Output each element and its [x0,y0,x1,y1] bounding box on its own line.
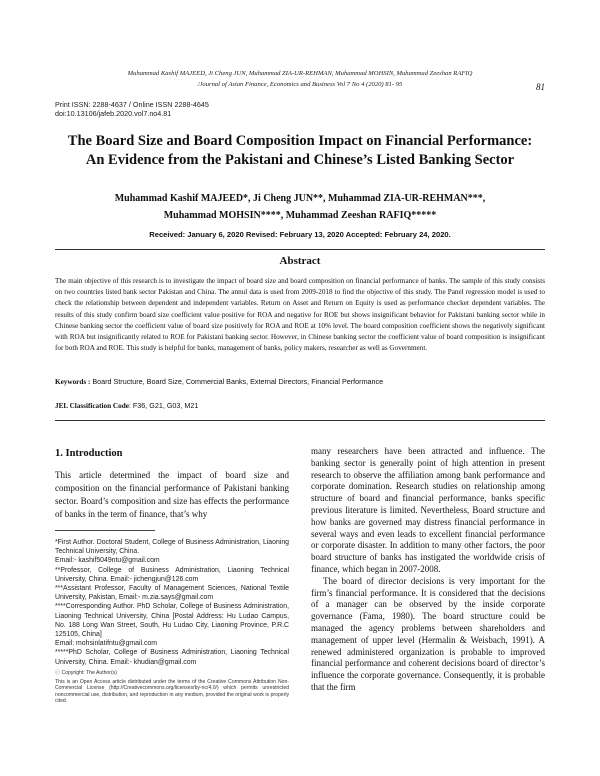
intro-paragraph-1: many researchers have been attracted and influence. The banking sector is generally point of high attention in present research to observe the affiliation among bank performance and corporate domination. Research studies on relationship among structure of board and financial performance, banks specific previous literature is limited. Nevertheless, Board structure and how banks are governed may distress financial performance in several ways and even leads to excellent financial performance or corporate disaster. In addition to many other factors, the poor board structure of banks has instigated the worldwide crisis of finance, which began in 2007-2008. [311,446,545,574]
footnote-4: ****Corresponding Author. PhD Scholar, College of Business Administration, Liaoning Technical University, China [Postal Address: Hu Ludao Campus, No. 188 Long Wan Street, South, Hu Ludao City, Liaoning Province, P.R.C 125105, China] [55,603,289,639]
footnote-rule [55,530,155,531]
keywords-label: Keywords : [55,378,91,386]
jel-label: JEL Classification Code [55,402,129,410]
footnote-1-email: Email:- kashif5049ntu@gmail.com [55,557,160,565]
abstract-top-rule [55,249,545,250]
copyright-notice [55,670,289,705]
license-text: This is an Open Access article distributed under the terms of the Creative Commons Attribution Non-Commercial License (http://Creativecommons.org/licenses/by-nc/4.0/) which permits unrestricted noncommercial use, distribution, and reproduction in any medium, provided the original work is properly cited. [55,678,289,705]
title-line-2: An Evidence from the Pakistani and Chinese’s Listed Banking Sector [85,152,515,168]
copyright-line: ⓒ Copyright: The Author(s) [55,670,117,676]
doi-line: doi:10.13106/jafeb.2020.vol7.no4.81 [55,109,172,118]
authors-line-1: Muhammad Kashif MAJEED*, Ji Cheng JUN**, Muhammad ZIA-UR-REHMAN***, [114,193,486,204]
page-number: 81 [536,82,545,92]
running-header-authors: Muhammad Kashif MAJEED, Ji Cheng JUN, Muhammad ZIA-UR-REHMAN, Muhammad MOHSIN, Muhammad Zeeshan RAFIQ [127,70,473,77]
abstract-bottom-rule [55,420,545,421]
title-line-1: The Board Size and Board Composition Impact on Financial Performance: [67,133,533,149]
keywords [55,377,545,386]
submission-dates: Received: January 6, 2020 Revised: February 13, 2020 Accepted: February 24, 2020. [149,230,451,239]
paper-title [55,132,545,170]
jel-codes [55,401,545,410]
footnote-1: *First Author. Doctoral Student, College of Business Administration, Liaoning Technical University, China. [55,539,289,556]
section-heading-introduction: 1. Introduction [55,448,123,459]
running-header-journal: /Journal of Asian Finance, Economics and Business Vol 7 No 4 (2020) 81- 95 [197,81,403,88]
intro-column-1: This article determined the impact of board size and composition on the financial performance of Pakistani banking sector. Board’s composition and size has effects the performance of banks in the term of finance, that’s why [55,470,289,519]
footnote-4-email: Email: mohsinlatifntu@gmail.com [55,640,157,648]
issn-line: Print ISSN: 2288-4637 / Online ISSN 2288-4645 [55,100,209,109]
intro-paragraph-2: The board of director decisions is very important for the firm’s financial performance. It is considered that the decisions of a manager can be observed by the inside corporate governance (Fama, 1980). The board structure could be managed the agency problems between shareholders and management of upper level (Hermalin & Weisbach, 1991). A renewed administered organization is probable to improved financial performance and coherent decisions board of director’s influence the corporate governance. Consequently, it is probable that the firm [311,575,545,692]
authors-line-2: Muhammad MOHSIN****, Muhammad Zeeshan RAFIQ***** [163,210,437,221]
author-footnotes [55,538,289,667]
author-list [55,190,545,224]
abstract-body: The main objective of this research is to investigate the impact of board size and board composition on financial performance of banks. The sample of this study consists on two countries listed bank sector Pakistan and China. The annul data is used from 2009-2018 to find the objective of this study. The Panel regression model is used to check the relationship between dependent and independent variables. Return on Asset and Return on Equity is used as performance checker dependent variables. The results of this study confirm board size coefficient value positive for ROA and negative for ROE but shows insignificant behavior for Pakistani banking sector while in Chinese banking sector the coefficient value of board size positively for ROA and ROE at 10% level. The board composition coefficient shows the negatively significant with ROA but insignificantly related to ROE for Pakistani banking sector. However, in Chinese banking sector the coefficient value of board composition is insignificant for both ROA and ROE. This study is helpful for banks, management of banks, policy makers, researcher as well as Government. [55,277,545,353]
footnote-2: **Professor, College of Business Administration, Liaoning Technical University, China. Email:- jichengjun@126.com [55,566,289,583]
footnote-3: ***Assistant Professor, Faculty of Management Sciences, National Textile University, Pakistan, Email:- m.zia.says@gmail.com [55,585,289,602]
footnote-5: *****PhD Scholar, College of Business Administration, Liaoning Technical University, China. Email:- khudian@gmail.com [55,649,289,666]
keywords-text: Board Structure, Board Size, Commercial Banks, External Directors, Financial Performance [90,377,384,386]
intro-column-2 [311,446,545,694]
jel-text: : F36, G21, G03, M21 [128,401,199,410]
abstract-heading: Abstract [279,255,321,267]
